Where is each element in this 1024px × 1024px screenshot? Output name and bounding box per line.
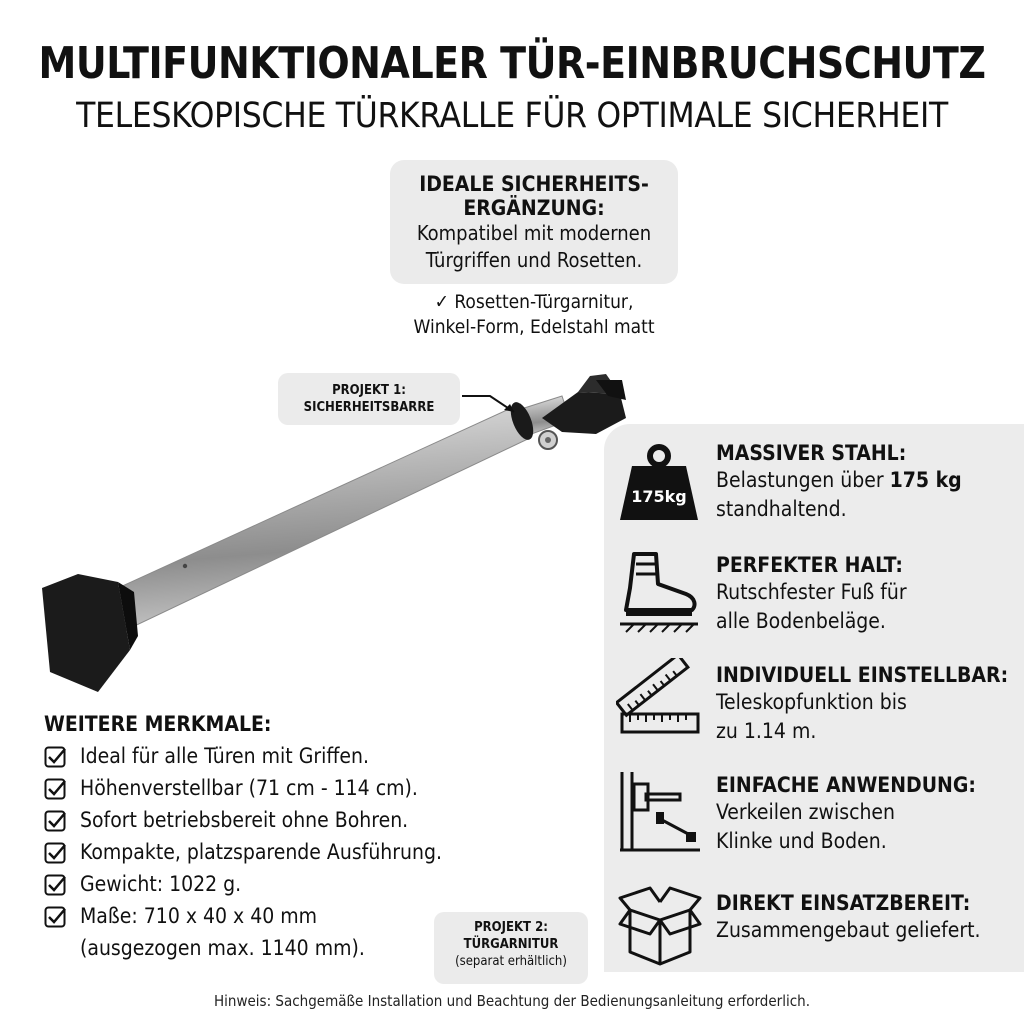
feature-grip: PERFEKTER HALT: Rutschfester Fuß für alle Bodenbeläge. xyxy=(716,553,907,633)
weight-icon-label: 175kg xyxy=(631,487,687,506)
checkbox-checked-icon xyxy=(44,906,66,928)
ruler-icon xyxy=(616,658,702,744)
ideal-note: ✓ Rosetten-Türgarnitur, Winkel-Form, Edelstahl matt xyxy=(413,291,655,338)
feature-ready: DIREKT EINSATZBEREIT: Zusammengebaut geliefert. xyxy=(716,891,981,942)
page-subtitle: TELESKOPISCHE TÜRKRALLE FÜR OPTIMALE SICHERHEIT xyxy=(76,96,948,136)
more-features-list xyxy=(44,740,442,964)
feature-steel: MASSIVER STAHL: Belastungen über 175 kg standhaltend. xyxy=(716,441,962,521)
list-item: Ideal für alle Türen mit Griffen. xyxy=(44,740,442,772)
list-item: Kompakte, platzsparende Ausführung. xyxy=(44,836,442,868)
footer-hint: Hinweis: Sachgemäße Installation und Beachtung der Bedienungsanleitung erforderlich. xyxy=(213,992,810,1010)
checkbox-checked-icon xyxy=(44,746,66,768)
list-item: Sofort betriebsbereit ohne Bohren. xyxy=(44,804,442,836)
list-item: Maße: 710 x 40 x 40 mm (ausgezogen max. 1140 mm). xyxy=(44,900,442,964)
checkbox-checked-icon xyxy=(44,842,66,864)
more-features-heading: WEITERE MERKMALE: xyxy=(44,712,272,736)
ideal-heading: IDEALE SICHERHEITS- ERGÄNZUNG: xyxy=(419,172,649,220)
feature-usage: EINFACHE ANWENDUNG: Verkeilen zwischen Klinke und Boden. xyxy=(716,773,976,853)
checkbox-checked-icon xyxy=(44,810,66,832)
ideal-text: Kompatibel mit modernen Türgriffen und Rosetten. xyxy=(416,221,652,272)
door-handle-icon xyxy=(616,768,702,854)
list-item: Höhenverstellbar (71 cm - 114 cm). xyxy=(44,772,442,804)
page-title: MULTIFUNKTIONALER TÜR-EINBRUCHSCHUTZ xyxy=(38,38,986,89)
list-item: Gewicht: 1022 g. xyxy=(44,868,442,900)
pointer-arrow-icon xyxy=(460,390,524,420)
boot-icon xyxy=(616,548,702,634)
checkbox-checked-icon xyxy=(44,874,66,896)
checkbox-checked-icon xyxy=(44,778,66,800)
project2-label: PROJEKT 2: TÜRGARNITUR (separat erhältlich) xyxy=(434,912,588,984)
ideal-callout xyxy=(390,160,678,284)
feature-adjustable: INDIVIDUELL EINSTELLBAR: Teleskopfunktion bis zu 1.14 m. xyxy=(716,663,1009,743)
weight-icon xyxy=(616,440,702,526)
project1-label: PROJEKT 1: SICHERHEITSBARRE xyxy=(278,373,460,425)
box-icon xyxy=(616,880,702,966)
